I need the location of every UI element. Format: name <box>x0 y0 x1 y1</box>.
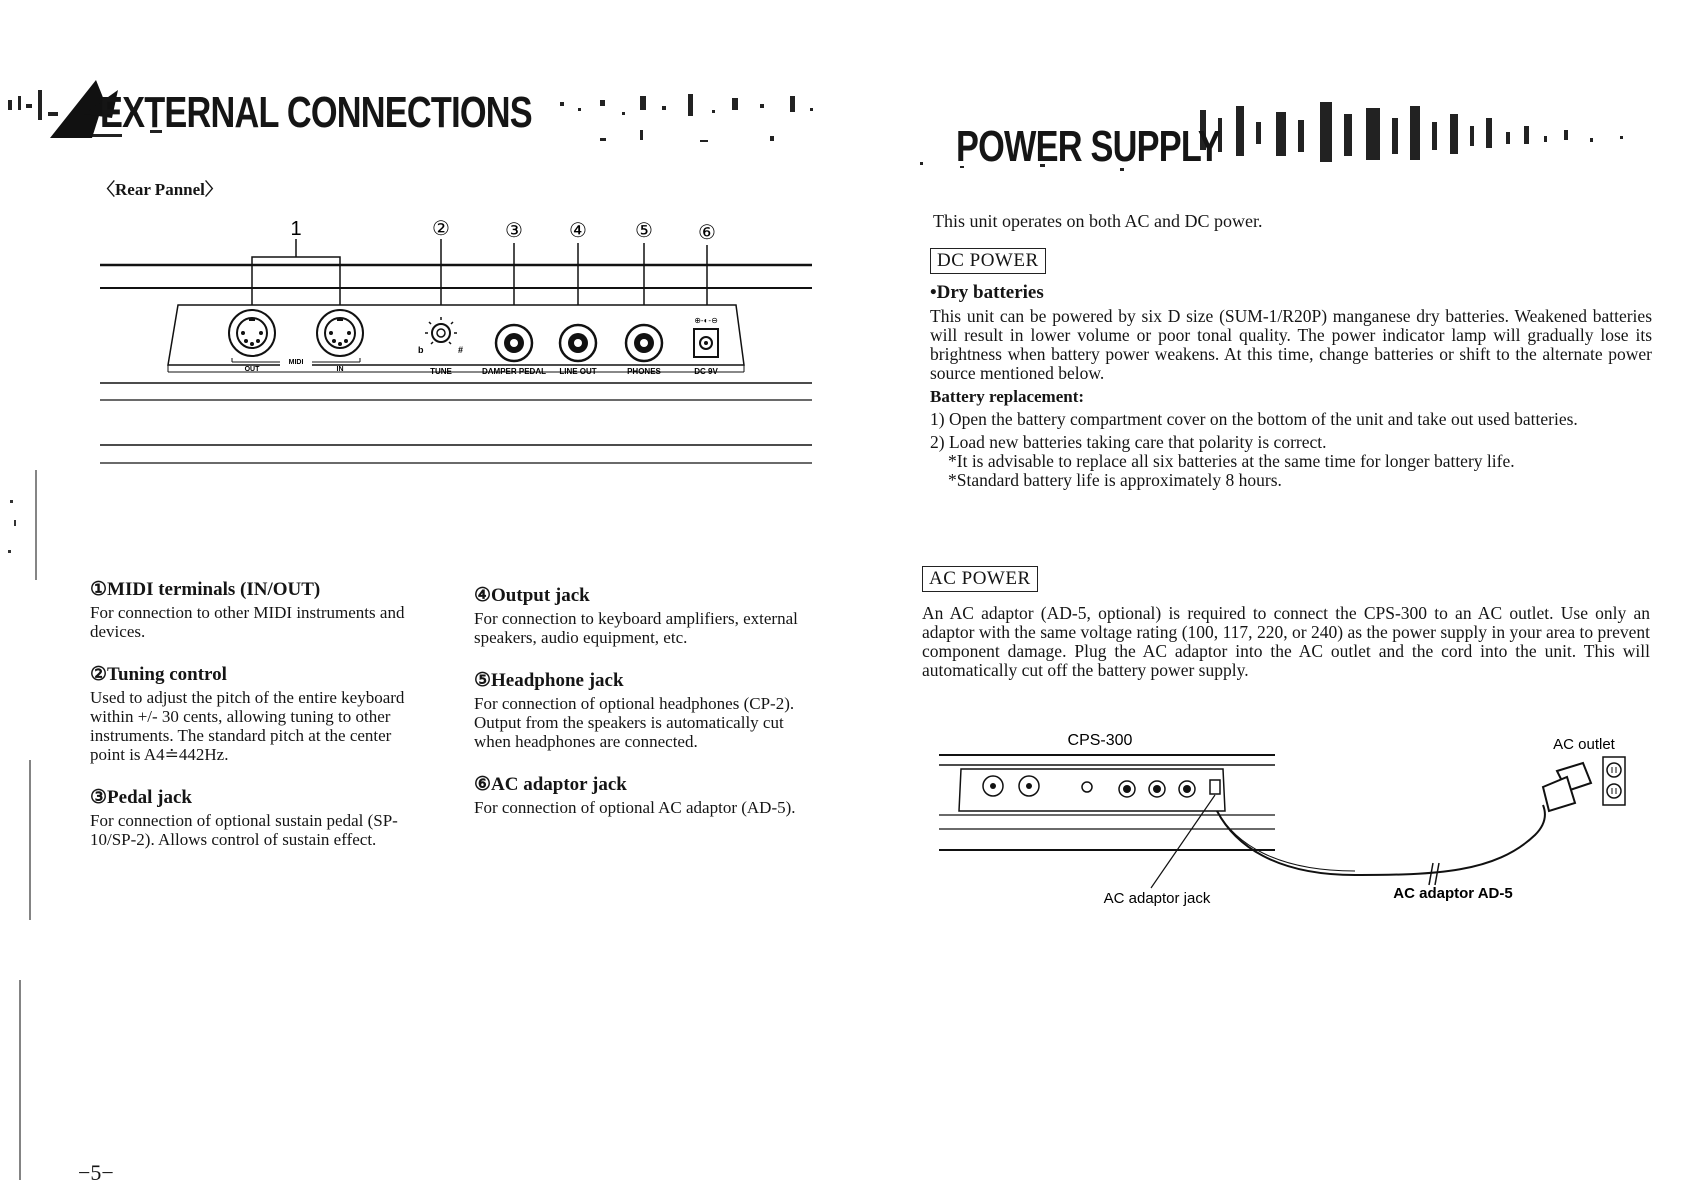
midi-label: MIDI <box>288 359 304 366</box>
dc-9v-jack <box>694 329 718 357</box>
item-body: For connection of optional headphones (CP-2). Output from the speakers is automatically cut when headphones are connected. <box>474 694 795 751</box>
ac-outlet-label: AC outlet <box>1553 736 1615 753</box>
rear-panel-diagram <box>96 205 826 500</box>
dry-batteries-body: This unit can be powered by six D size (SUM-1/R20P) manganese dry batteries. Weakened batteries will result in lower volume or poor tonal quality. The power indicator lamp will gradually lose its brightness when battery power weakens. At this time, change batteries or shift to the alternate power source mentioned below. <box>930 306 1652 383</box>
midi-terminals-item <box>90 578 425 641</box>
item-title: ④Output jack <box>474 585 590 606</box>
power-intro: This unit operates on both AC and DC power. <box>933 211 1263 231</box>
phones-jack <box>626 325 662 361</box>
dc-polarity-mark: ⊕-◐-⊖ <box>694 316 718 325</box>
callout-2: ② <box>432 218 450 240</box>
ac-adaptor-jack-item <box>474 773 812 817</box>
item-body: For connection of optional sustain pedal (SP-10/SP-2). Allows control of sustain effect. <box>90 811 398 849</box>
callout-5: ⑤ <box>635 220 653 242</box>
dc-power-label: DC POWER <box>930 248 1046 274</box>
callout-4: ④ <box>569 220 587 242</box>
line-out-jack <box>560 325 596 361</box>
right-page-title: POWER SUPPLY <box>956 122 1220 171</box>
item-title: ③Pedal jack <box>90 787 192 808</box>
ac-connection-diagram <box>935 725 1645 915</box>
items-column-2 <box>474 584 812 839</box>
pedal-jack-item <box>90 786 425 849</box>
binding-edge-marks <box>0 460 40 1190</box>
callout-1: 1 <box>290 218 302 240</box>
tune-label: TUNE <box>430 367 452 376</box>
item-body: Used to adjust the pitch of the entire keyboard within +/- 30 cents, allowing tuning to other instruments. The standard pitch at the center point is A4≐442Hz. <box>90 688 405 764</box>
tuning-control-item <box>90 663 425 764</box>
page-number: −5− <box>78 1160 114 1185</box>
dc-power-section <box>930 282 1652 490</box>
damper-pedal-label: DAMPER PEDAL <box>481 367 547 376</box>
dc-9v-label: DC 9V <box>694 367 718 376</box>
damper-pedal-jack <box>496 325 532 361</box>
dry-batteries-title: •Dry batteries <box>930 282 1044 303</box>
headphone-jack-item <box>474 669 812 751</box>
midi-out-connector <box>229 310 275 356</box>
item-title: ②Tuning control <box>90 664 227 685</box>
ac-adaptor-icon <box>1543 763 1591 811</box>
ac-adaptor-ad5-label: AC adaptor AD-5 <box>1393 885 1513 902</box>
tune-sharp-mark: # <box>458 345 464 355</box>
item-body: For connection to other MIDI instruments and devices. <box>90 603 405 641</box>
ac-power-label-box <box>922 566 1038 592</box>
midi-in-label: IN <box>336 366 344 373</box>
left-page-title: EXTERNAL CONNECTIONS <box>100 88 532 137</box>
callout-3: ③ <box>505 220 523 242</box>
item-title: ①MIDI terminals (IN/OUT) <box>90 579 321 600</box>
midi-in-connector <box>317 310 363 356</box>
callout-6: ⑥ <box>698 222 716 244</box>
battery-replacement-title: Battery replacement: <box>930 387 1085 406</box>
ac-adaptor-jack-label: AC adaptor jack <box>1103 890 1211 907</box>
replacement-note-2: *Standard battery life is approximately 8 hours. <box>948 470 1282 490</box>
item-body: For connection of optional AC adaptor (AD-5). <box>474 798 796 817</box>
midi-out-label: OUT <box>244 366 260 373</box>
tune-flat-mark: b <box>418 345 424 355</box>
replacement-note-1: *It is advisable to replace all six batteries at the same time for longer battery life. <box>948 451 1515 471</box>
item-title: ⑤Headphone jack <box>474 670 624 691</box>
ac-power-label: AC POWER <box>922 566 1038 592</box>
replacement-step-2: 2) Load new batteries taking care that polarity is correct. <box>930 432 1327 452</box>
ac-outlet-icon <box>1603 757 1625 805</box>
ac-power-body: An AC adaptor (AD-5, optional) is required to connect the CPS-300 to an AC outlet. Use only an adaptor with the same voltage rating (100, 117, 220, or 240) as the power supply in your area to prevent component damage. Plug the AC adaptor into the AC outlet and the cord into the unit. This will automatically cut off the battery power supply. <box>922 603 1650 680</box>
dc-power-label-box <box>930 248 1046 274</box>
items-column-1 <box>90 578 425 871</box>
item-title: ⑥AC adaptor jack <box>474 774 627 795</box>
line-out-label: LINE OUT <box>559 367 597 376</box>
rear-panel-subheading: 〈Rear Pannel〉 <box>98 180 222 199</box>
output-jack-item <box>474 584 812 647</box>
model-label: CPS-300 <box>1067 732 1133 749</box>
item-body: For connection to keyboard amplifiers, external speakers, audio equipment, etc. <box>474 609 798 647</box>
replacement-step-1: 1) Open the battery compartment cover on the bottom of the unit and take out used batteries. <box>930 409 1578 429</box>
phones-label: PHONES <box>627 367 661 376</box>
